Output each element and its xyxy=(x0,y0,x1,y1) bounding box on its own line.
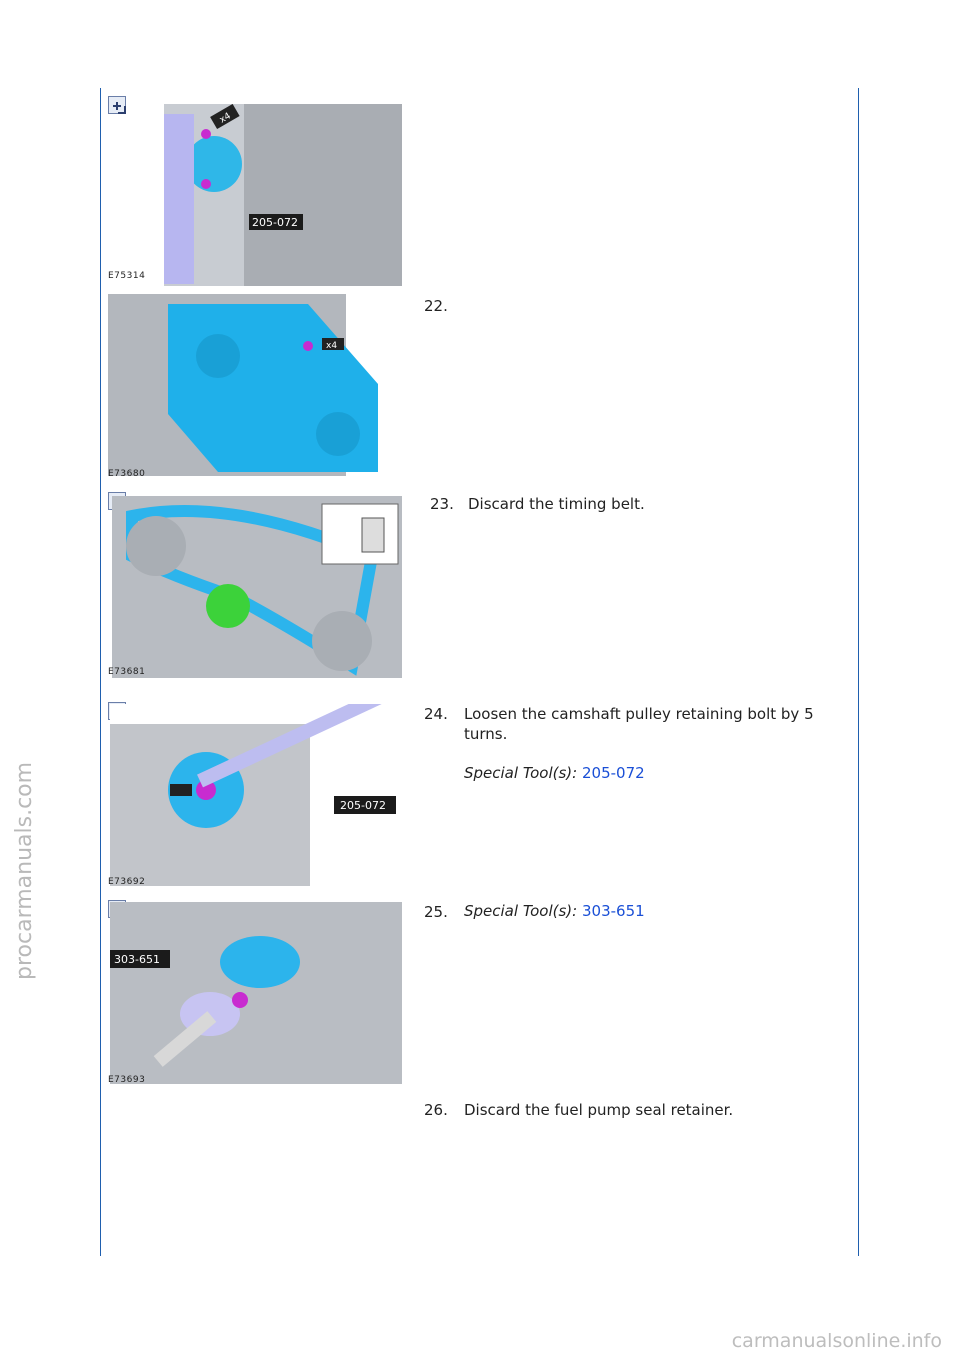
tool-link-303-651[interactable]: 303-651 xyxy=(582,902,645,920)
callout-label: x4 xyxy=(218,111,233,126)
right-border-line xyxy=(858,88,859,1256)
step-22 xyxy=(424,296,464,316)
step-number: 22. xyxy=(424,297,448,315)
figure-e73680 xyxy=(108,294,402,479)
figure-e73693 xyxy=(108,900,402,1085)
cover-shape xyxy=(158,294,396,472)
step-25 xyxy=(424,902,464,922)
left-border-line xyxy=(100,88,101,1256)
tool-link-205-072[interactable]: 205-072 xyxy=(582,764,645,782)
step-26 xyxy=(424,1100,734,1120)
step-24 xyxy=(424,704,814,743)
figure-image xyxy=(164,104,402,286)
special-tools-label: Special Tool(s): xyxy=(464,764,578,782)
step-number: 25. xyxy=(424,903,448,921)
special-tools-label: Special Tool(s): xyxy=(464,902,578,920)
figure-image xyxy=(112,496,402,678)
special-tools-note xyxy=(464,764,645,782)
figure-e73692 xyxy=(108,702,402,887)
tool-callout: 303-651 xyxy=(114,953,160,966)
tool-callout: 205-072 xyxy=(340,799,386,812)
bottom-watermark: carmanualsonline.info xyxy=(731,1330,942,1352)
step-number: 23. xyxy=(430,495,454,513)
figure-code: E73693 xyxy=(108,1075,146,1085)
step-23 xyxy=(430,494,645,514)
figure-e75314 xyxy=(108,96,402,281)
callout-label: x4 xyxy=(326,341,338,351)
special-tools-note xyxy=(464,902,645,920)
figure-code: E73681 xyxy=(108,667,146,677)
step-text: Discard the timing belt. xyxy=(468,495,645,513)
step-number: 24. xyxy=(424,705,448,723)
figure-image xyxy=(110,704,402,886)
figure-code: E73692 xyxy=(108,877,146,887)
figure-code: E75314 xyxy=(108,271,146,281)
figure-e73681 xyxy=(108,492,402,677)
figure-code: E73680 xyxy=(108,469,146,479)
step-text: Loosen the camshaft pulley retaining bolt by 5 turns. xyxy=(464,705,814,743)
figure-image xyxy=(110,902,402,1084)
zoom-icon[interactable] xyxy=(108,96,126,114)
tool-callout: 205-072 xyxy=(252,216,298,229)
step-number: 26. xyxy=(424,1101,448,1119)
side-watermark: procarmanuals.com xyxy=(12,761,37,980)
step-text: Discard the fuel pump seal retainer. xyxy=(464,1101,734,1119)
